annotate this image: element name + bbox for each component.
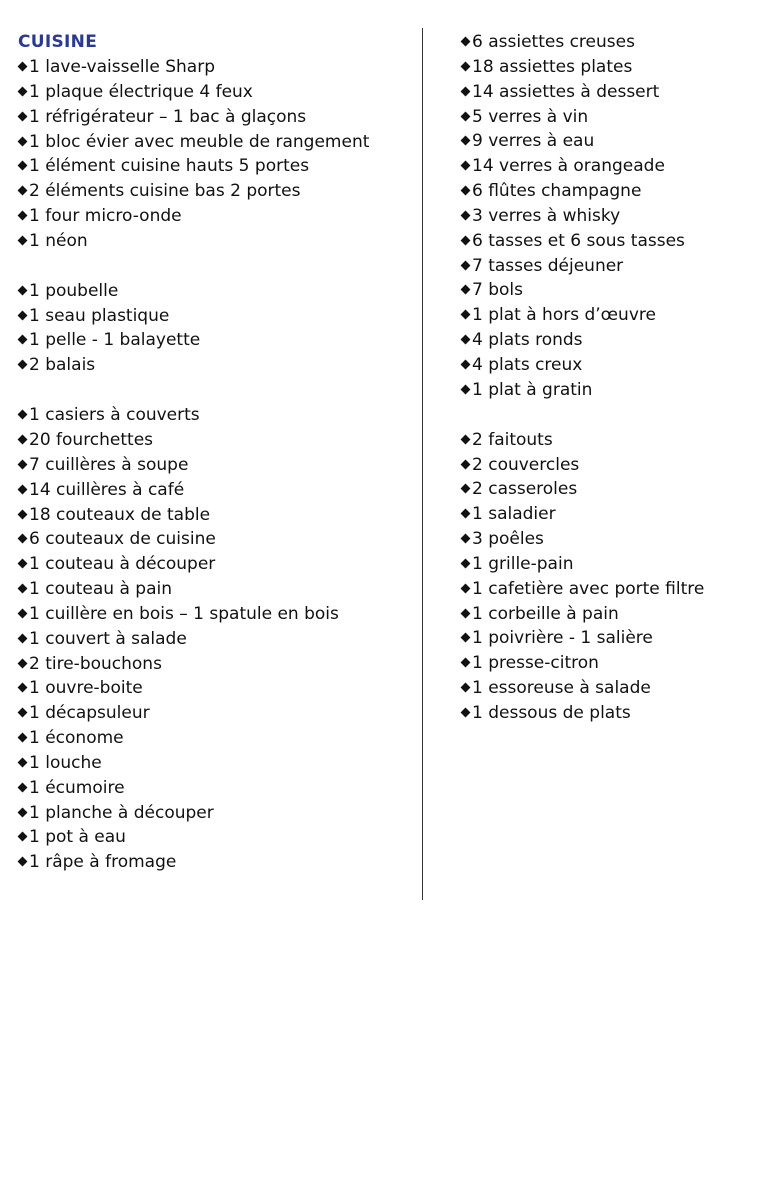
list-item xyxy=(18,602,416,627)
diamond-bullet-icon xyxy=(18,832,28,842)
list-item xyxy=(18,304,416,329)
diamond-bullet-icon xyxy=(18,136,28,146)
list-item-text: 3 verres à whisky xyxy=(472,205,621,226)
list-item-text: 2 tire-bouchons xyxy=(29,653,162,674)
list-item-text: 2 balais xyxy=(29,355,96,376)
list-item-text: 14 assiettes à dessert xyxy=(472,81,660,102)
list-item-text: 1 seau plastique xyxy=(29,305,170,326)
list-item xyxy=(18,453,416,478)
list-item-text: 1 décapsuleur xyxy=(29,703,150,724)
list-item-text: 1 pot à eau xyxy=(29,827,126,848)
diamond-bullet-icon xyxy=(461,260,471,270)
diamond-bullet-icon xyxy=(18,757,28,767)
list-item xyxy=(18,403,416,428)
diamond-bullet-icon xyxy=(461,683,471,693)
item-group xyxy=(18,55,416,254)
list-item-text: 1 saladier xyxy=(472,504,556,525)
diamond-bullet-icon xyxy=(18,534,28,544)
diamond-bullet-icon xyxy=(461,484,471,494)
list-item-text: 2 faitouts xyxy=(472,429,553,450)
list-item xyxy=(18,229,416,254)
list-item xyxy=(461,577,761,602)
list-item-text: 1 corbeille à pain xyxy=(472,603,619,624)
list-item-text: 2 éléments cuisine bas 2 portes xyxy=(29,181,301,202)
list-item xyxy=(461,179,761,204)
list-item-text: 1 cuillère en bois – 1 spatule en bois xyxy=(29,603,339,624)
list-item xyxy=(461,701,761,726)
list-item-text: 14 cuillères à café xyxy=(29,479,185,500)
diamond-bullet-icon xyxy=(18,111,28,121)
list-item-text: 7 cuillères à soupe xyxy=(29,454,189,475)
diamond-bullet-icon xyxy=(18,360,28,370)
list-item-text: 1 poivrière - 1 salière xyxy=(472,628,653,649)
diamond-bullet-icon xyxy=(461,111,471,121)
list-item xyxy=(461,55,761,80)
diamond-bullet-icon xyxy=(18,335,28,345)
diamond-bullet-icon xyxy=(461,360,471,370)
list-item-text: 1 presse-citron xyxy=(472,653,599,674)
diamond-bullet-icon xyxy=(18,186,28,196)
diamond-bullet-icon xyxy=(18,683,28,693)
list-item-text: 1 couteau à pain xyxy=(29,579,172,600)
list-item xyxy=(461,30,761,55)
list-item-text: 4 plats ronds xyxy=(472,330,583,351)
list-item xyxy=(18,825,416,850)
diamond-bullet-icon xyxy=(461,335,471,345)
list-item-text: 1 plat à gratin xyxy=(472,379,593,400)
list-item-text: 2 couvercles xyxy=(472,454,580,475)
list-item-text: 1 économe xyxy=(29,728,124,749)
diamond-bullet-icon xyxy=(461,161,471,171)
item-group xyxy=(18,279,416,378)
list-item xyxy=(18,751,416,776)
list-item-text: 1 casiers à couverts xyxy=(29,405,200,426)
diamond-bullet-icon xyxy=(461,235,471,245)
list-item-text: 1 poubelle xyxy=(29,280,119,301)
list-item-text: 1 lave-vaisselle Sharp xyxy=(29,57,216,77)
diamond-bullet-icon xyxy=(18,86,28,96)
list-item xyxy=(18,80,416,105)
list-item xyxy=(461,651,761,676)
list-item xyxy=(461,204,761,229)
diamond-bullet-icon xyxy=(18,857,28,867)
list-item xyxy=(461,428,761,453)
list-item xyxy=(18,428,416,453)
diamond-bullet-icon xyxy=(461,583,471,593)
diamond-bullet-icon xyxy=(461,384,471,394)
list-item-text: 6 assiettes creuses xyxy=(472,32,635,52)
list-item xyxy=(461,229,761,254)
list-item xyxy=(461,676,761,701)
list-item-text: 1 écumoire xyxy=(29,777,125,798)
list-item-text: 5 verres à vin xyxy=(472,106,589,127)
diamond-bullet-icon xyxy=(461,633,471,643)
list-item xyxy=(461,303,761,328)
diamond-bullet-icon xyxy=(461,608,471,618)
diamond-bullet-icon xyxy=(18,559,28,569)
list-item-text: 1 néon xyxy=(29,230,88,251)
diamond-bullet-icon xyxy=(18,608,28,618)
list-item xyxy=(18,701,416,726)
diamond-bullet-icon xyxy=(461,434,471,444)
diamond-bullet-icon xyxy=(18,410,28,420)
diamond-bullet-icon xyxy=(18,708,28,718)
diamond-bullet-icon xyxy=(18,310,28,320)
list-item-text: 1 ouvre-boite xyxy=(29,678,143,699)
list-item xyxy=(461,502,761,527)
item-group xyxy=(461,30,761,403)
list-item xyxy=(18,478,416,503)
list-item-text: 20 fourchettes xyxy=(29,429,154,450)
list-item xyxy=(461,278,761,303)
diamond-bullet-icon xyxy=(461,534,471,544)
list-item xyxy=(461,477,761,502)
diamond-bullet-icon xyxy=(18,435,28,445)
list-item-text: 7 tasses déjeuner xyxy=(472,255,624,276)
list-item-text: 1 cafetière avec porte filtre xyxy=(472,578,705,599)
list-item-text: 1 plat à hors d’œuvre xyxy=(472,305,656,326)
diamond-bullet-icon xyxy=(18,235,28,245)
list-item xyxy=(18,627,416,652)
list-item xyxy=(18,130,416,155)
list-item xyxy=(18,179,416,204)
list-item-text: 1 pelle - 1 balayette xyxy=(29,330,201,351)
list-item-text: 6 flûtes champagne xyxy=(472,181,642,202)
list-item xyxy=(461,105,761,130)
list-item-text: 4 plats creux xyxy=(472,354,583,375)
diamond-bullet-icon xyxy=(18,285,28,295)
list-item xyxy=(18,527,416,552)
list-item xyxy=(461,552,761,577)
list-item xyxy=(461,129,761,154)
list-item xyxy=(461,353,761,378)
list-item xyxy=(18,726,416,751)
list-item-text: 7 bols xyxy=(472,280,523,301)
list-item xyxy=(18,353,416,378)
list-item xyxy=(461,328,761,353)
list-item xyxy=(18,577,416,602)
list-item xyxy=(461,626,761,651)
list-item xyxy=(18,105,416,130)
list-item xyxy=(18,279,416,304)
list-item xyxy=(18,676,416,701)
diamond-bullet-icon xyxy=(461,558,471,568)
diamond-bullet-icon xyxy=(18,782,28,792)
list-item-text: 1 essoreuse à salade xyxy=(472,678,651,699)
diamond-bullet-icon xyxy=(18,62,28,72)
list-item-text: 3 poêles xyxy=(472,529,544,550)
list-item xyxy=(461,80,761,105)
diamond-bullet-icon xyxy=(461,86,471,96)
list-item-text: 1 louche xyxy=(29,752,102,773)
diamond-bullet-icon xyxy=(18,807,28,817)
list-item xyxy=(18,850,416,875)
list-item xyxy=(18,652,416,677)
list-item-text: 18 couteaux de table xyxy=(29,504,211,525)
diamond-bullet-icon xyxy=(461,459,471,469)
diamond-bullet-icon xyxy=(461,707,471,717)
diamond-bullet-icon xyxy=(461,210,471,220)
list-item-text: 1 élément cuisine hauts 5 portes xyxy=(29,156,310,177)
list-item xyxy=(461,254,761,279)
diamond-bullet-icon xyxy=(461,136,471,146)
list-item-text: 1 plaque électrique 4 feux xyxy=(29,81,253,102)
list-item-text: 18 assiettes plates xyxy=(472,56,633,77)
left-column xyxy=(18,30,416,875)
list-item xyxy=(18,503,416,528)
list-item-text: 14 verres à orangeade xyxy=(472,156,665,177)
list-item-text: 1 grille-pain xyxy=(472,553,574,574)
list-item xyxy=(461,378,761,403)
item-group xyxy=(18,403,416,875)
diamond-bullet-icon xyxy=(461,310,471,320)
diamond-bullet-icon xyxy=(461,37,471,47)
section-heading-cuisine: CUISINE xyxy=(18,32,98,52)
list-item xyxy=(18,328,416,353)
list-item xyxy=(461,527,761,552)
diamond-bullet-icon xyxy=(18,211,28,221)
list-item-text: 6 couteaux de cuisine xyxy=(29,529,216,550)
diamond-bullet-icon xyxy=(18,584,28,594)
list-item xyxy=(18,154,416,179)
list-item-text: 1 couteau à découper xyxy=(29,554,216,575)
diamond-bullet-icon xyxy=(461,509,471,519)
list-item xyxy=(18,801,416,826)
diamond-bullet-icon xyxy=(461,186,471,196)
list-item xyxy=(18,55,416,80)
list-item-text: 1 réfrigérateur – 1 bac à glaçons xyxy=(29,106,307,127)
list-item-text: 1 bloc évier avec meuble de rangement xyxy=(29,131,370,152)
list-item-text: 1 râpe à fromage xyxy=(29,852,177,873)
right-column xyxy=(461,30,761,726)
list-item xyxy=(18,552,416,577)
item-group xyxy=(461,428,761,726)
right-item-groups xyxy=(461,30,761,726)
list-item xyxy=(461,602,761,627)
list-item-text: 1 couvert à salade xyxy=(29,628,187,649)
column-divider xyxy=(422,28,423,900)
diamond-bullet-icon xyxy=(461,61,471,71)
diamond-bullet-icon xyxy=(461,285,471,295)
diamond-bullet-icon xyxy=(18,161,28,171)
diamond-bullet-icon xyxy=(18,633,28,643)
left-item-groups xyxy=(18,55,416,875)
list-item-text: 1 planche à découper xyxy=(29,802,214,823)
list-item xyxy=(18,776,416,801)
diamond-bullet-icon xyxy=(461,658,471,668)
diamond-bullet-icon xyxy=(18,509,28,519)
list-item xyxy=(461,453,761,478)
list-item-text: 9 verres à eau xyxy=(472,131,595,152)
diamond-bullet-icon xyxy=(18,733,28,743)
list-item xyxy=(461,154,761,179)
list-item-text: 6 tasses et 6 sous tasses xyxy=(472,230,685,251)
diamond-bullet-icon xyxy=(18,459,28,469)
diamond-bullet-icon xyxy=(18,658,28,668)
list-item-text: 1 dessous de plats xyxy=(472,702,631,723)
list-item xyxy=(18,204,416,229)
list-item-text: 2 casseroles xyxy=(472,479,578,500)
list-item-text: 1 four micro-onde xyxy=(29,206,182,227)
diamond-bullet-icon xyxy=(18,484,28,494)
